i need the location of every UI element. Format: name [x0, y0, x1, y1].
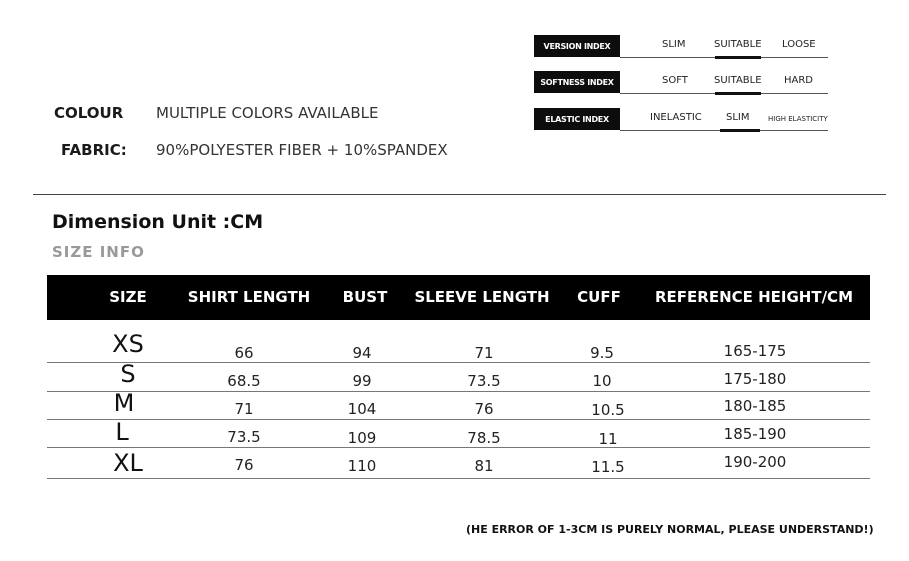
selected-marker — [715, 92, 761, 95]
row-divider — [47, 362, 870, 363]
colour-label: COLOUR — [54, 104, 124, 122]
version-index-row — [534, 35, 834, 59]
cuff-cell: 11 — [598, 430, 618, 448]
size-cell: M — [113, 389, 135, 417]
header-reference-height: REFERENCE HEIGHT/CM — [654, 288, 853, 306]
size-info-label: SIZE INFO — [52, 243, 145, 261]
bust-cell: 94 — [352, 344, 372, 362]
header-cuff: CUFF — [577, 288, 621, 306]
row-divider — [47, 478, 870, 479]
reference-height-cell: 175-180 — [723, 370, 787, 388]
size-table-header — [47, 275, 870, 320]
header-shirt-length: SHIRT LENGTH — [187, 288, 311, 306]
index-option: SOFT — [662, 75, 688, 86]
header-bust: BUST — [342, 288, 388, 306]
reference-height-cell: 180-185 — [723, 397, 787, 415]
shirt-length-cell: 66 — [234, 344, 254, 362]
selected-marker — [715, 56, 761, 59]
index-option: HARD — [784, 75, 814, 86]
dimension-title: Dimension Unit :CM — [52, 211, 264, 233]
section-divider — [33, 194, 886, 195]
sleeve-length-cell: 81 — [474, 457, 494, 475]
selected-marker — [720, 129, 760, 132]
softness-index-row — [534, 71, 834, 95]
sleeve-length-cell: 76 — [474, 400, 494, 418]
row-divider — [47, 391, 870, 392]
elastic-index-tag: ELASTIC INDEX — [534, 108, 620, 130]
size-cell: L — [115, 418, 129, 446]
sleeve-length-cell: 78.5 — [467, 429, 501, 447]
elastic-index-row — [534, 108, 834, 132]
reference-height-cell: 185-190 — [723, 425, 787, 443]
index-option-selected: SUITABLE — [714, 75, 762, 86]
shirt-length-cell: 76 — [234, 456, 254, 474]
reference-height-cell: 165-175 — [723, 342, 787, 360]
size-cell: S — [120, 360, 136, 388]
index-option-selected: SUITABLE — [714, 39, 762, 50]
sleeve-length-cell: 73.5 — [467, 372, 501, 390]
fabric-value: 90%POLYESTER FIBER + 10%SPANDEX — [156, 141, 448, 159]
index-option: INELASTIC — [650, 112, 702, 123]
size-disclaimer: (HE ERROR OF 1-3CM IS PURELY NORMAL, PLEASE UNDERSTAND!) — [466, 523, 874, 536]
index-option: HIGH ELASTICITY — [768, 115, 828, 123]
cuff-cell: 11.5 — [591, 458, 625, 476]
shirt-length-cell: 68.5 — [227, 372, 261, 390]
cuff-cell: 9.5 — [590, 344, 614, 362]
cuff-cell: 10.5 — [591, 401, 625, 419]
header-sleeve-length: SLEEVE LENGTH — [414, 288, 550, 306]
size-cell: XL — [113, 449, 143, 477]
cuff-cell: 10 — [592, 372, 612, 390]
shirt-length-cell: 71 — [234, 400, 254, 418]
reference-height-cell: 190-200 — [723, 453, 787, 471]
row-divider — [47, 447, 870, 448]
index-option-selected: SLIM — [726, 112, 750, 123]
index-option: SLIM — [662, 39, 686, 50]
version-index-tag: VERSION INDEX — [534, 35, 620, 57]
bust-cell: 109 — [347, 429, 377, 447]
fabric-label: FABRIC: — [61, 141, 127, 159]
sleeve-length-cell: 71 — [474, 344, 494, 362]
size-cell: XS — [112, 330, 144, 358]
softness-index-tag: SOFTNESS INDEX — [534, 71, 620, 93]
header-size: SIZE — [109, 288, 147, 306]
colour-value: MULTIPLE COLORS AVAILABLE — [156, 104, 379, 122]
shirt-length-cell: 73.5 — [227, 428, 261, 446]
row-divider — [47, 419, 870, 420]
bust-cell: 99 — [352, 372, 372, 390]
index-option: LOOSE — [782, 39, 816, 50]
bust-cell: 110 — [347, 457, 377, 475]
bust-cell: 104 — [347, 400, 377, 418]
